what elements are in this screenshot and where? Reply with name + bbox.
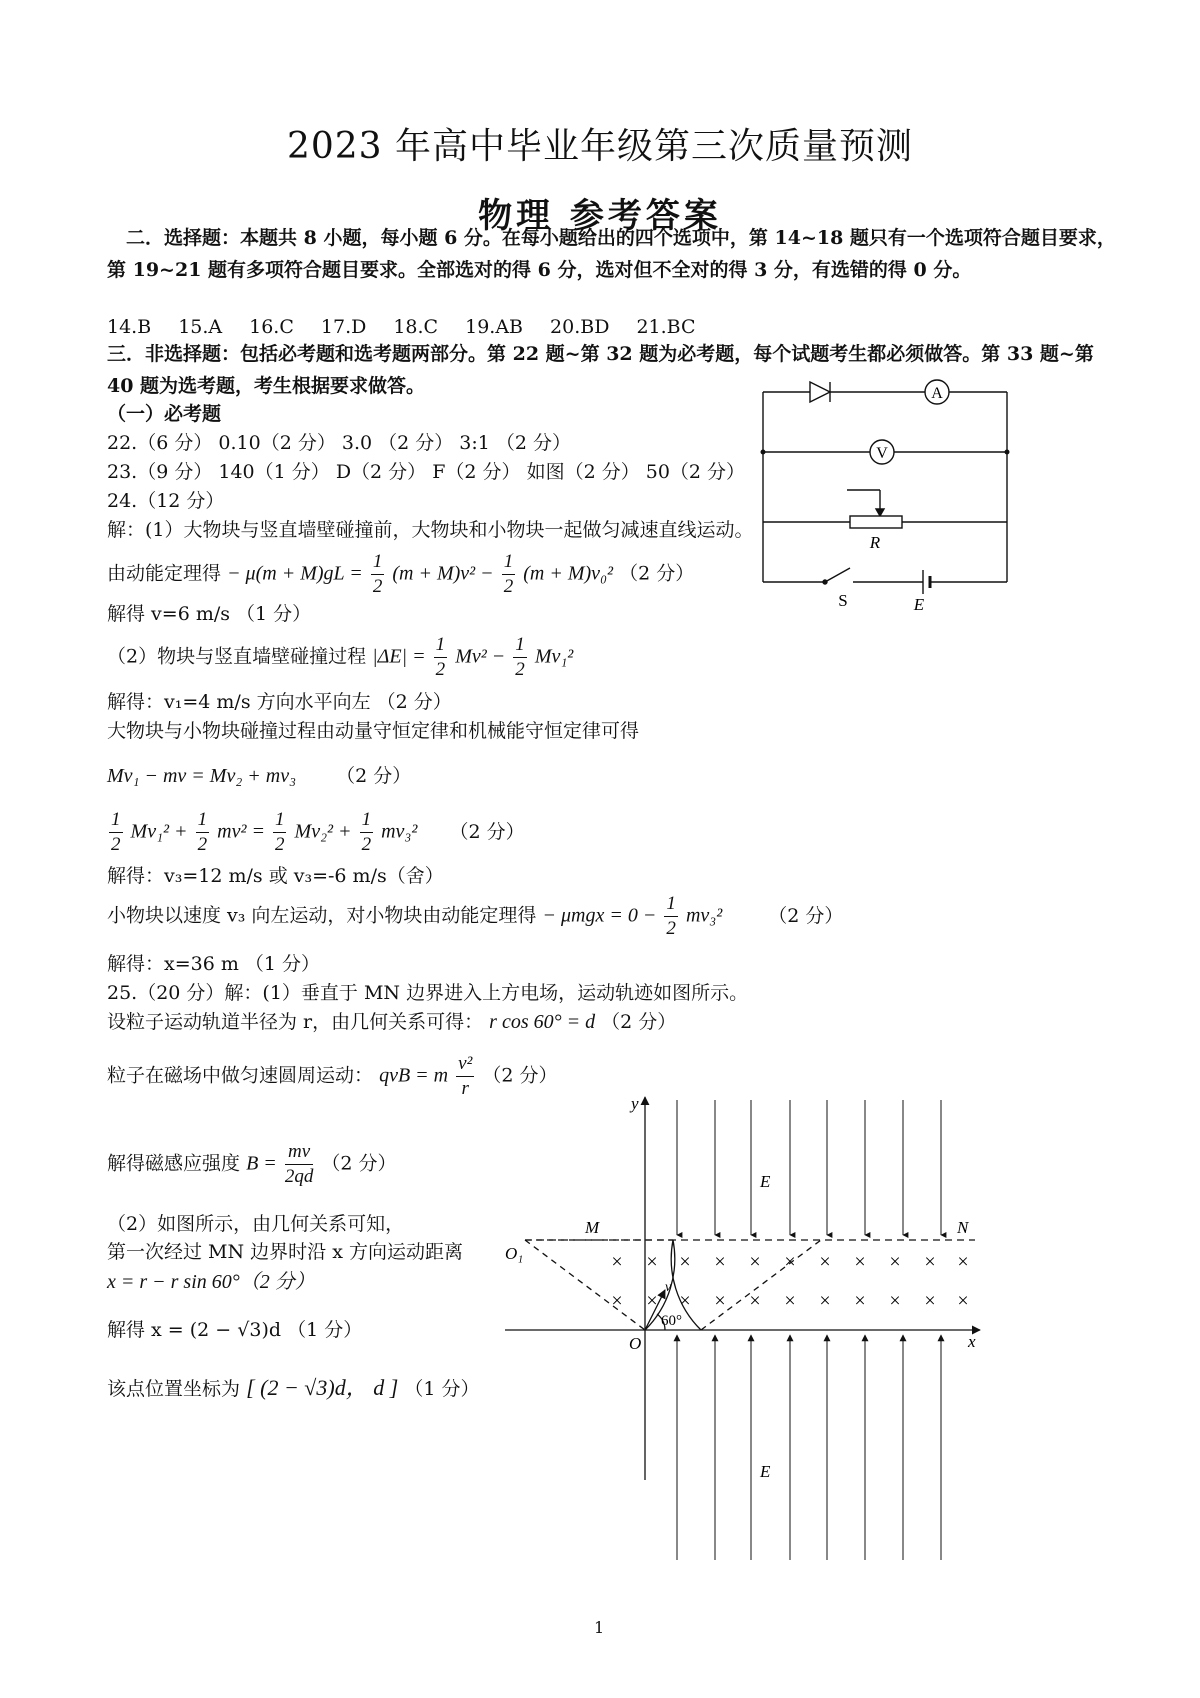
battery-label: E [913,595,925,614]
half-fraction: $\frac{1}{2}$ [372,551,383,597]
voltmeter-label: V [876,445,888,462]
half-fraction: $\frac{1}{2}$ [503,551,514,597]
boundary-n-label: N [957,1218,969,1237]
answer-item: 17.D [320,316,367,338]
q24-line4-eq: |ΔE| = [372,645,426,668]
page-title: 2023 年高中毕业年级第三次质量预测 [286,126,914,167]
switch-icon [825,568,850,582]
section2-intro: 二．选择题：本题共 8 小题，每小题 6 分。在每小题给出的四个选项中，第 14~18 题只有一个选项符合题目要求，第 19~21 题有多项符合题目要求。全部选对的得 6 分，选对但不全对的得 3 分，有选错的得 0 分。 [107,227,1116,281]
q25-line4-eq: B = [246,1152,277,1175]
y-axis-label: y [631,1094,639,1113]
magnetic-field-cross: × [784,1290,796,1312]
q25-line3 [107,1052,557,1101]
q24-line10-score: （2 分） [768,904,844,927]
q25-line4-score: （2 分） [321,1152,397,1175]
half-fraction: $\frac{1}{2}$ [361,809,372,855]
field-e-bottom-label: E [760,1462,771,1481]
half-fraction: $\frac{1}{2}$ [666,893,676,939]
q25-line7: x = r − r sin 60°（2 分） [107,1271,315,1293]
q25-line3-prefix: 粒子在磁场中做匀速圆周运动： [107,1064,374,1087]
magnetic-field-cross: × [714,1290,726,1312]
magnetic-field-cross: × [646,1290,658,1312]
answer-item: 16.C [249,316,294,338]
section3-intro: 三．非选择题：包括必考题和选考题两部分。第 22 题~第 32 题为必考题，每个试题考生都必须做答。第 33 题~第 40 题为选考题，考生根据要求做答。 [107,343,1094,397]
q25-line9 [107,1372,479,1405]
q24-eq-end: (m + M)v₀² [523,562,614,585]
answer-item: 14.B [107,316,152,338]
rheostat-icon [850,516,902,528]
velocity-label: v [665,1280,672,1295]
magnetic-field-cross: × [749,1251,761,1273]
magnetic-field-cross: × [854,1290,866,1312]
field-diagram [505,1085,995,1585]
answer-item: 15.A [178,316,223,338]
q24-line10-eq: − μmgx = 0 − [542,904,657,927]
magnetic-field-cross: × [679,1251,691,1273]
magnetic-field-cross: × [611,1251,623,1273]
q24-line9: 解得：v₃=12 m/s 或 v₃=-6 m/s（舍） [107,865,444,887]
x-axis-label: x [968,1332,976,1351]
q24-line6: 大物块与小物块碰撞过程由动量守恒定律和机械能守恒定律可得 [107,720,640,742]
q25-line2-prefix: 设粒子运动轨道半径为 r，由几何关系可得： [107,1011,484,1033]
magnetic-field-cross: × [819,1290,831,1312]
mv-over-2qd-fraction: $\frac{mv}{2qd}$ [284,1141,314,1187]
q25-line6: 第一次经过 MN 边界时沿 x 方向运动距离 [107,1241,463,1263]
magnetic-field-cross: × [714,1251,726,1273]
required-heading: （一）必考题 [107,403,222,425]
q24-line7 [107,760,411,792]
magnetic-field-cross: × [679,1290,691,1312]
radius-line [525,1240,645,1330]
ammeter-label: A [931,385,943,402]
page-subtitle: 物理 参考答案 [478,196,722,236]
q24-line10-prefix: 小物块以速度 v₃ 向左运动，对小物块由动能定理得 [107,904,537,927]
q25-line9-score: （1 分） [404,1378,480,1400]
magnetic-field-cross: × [889,1290,901,1312]
q23-answer: 23.（9 分） 140（1 分） D（2 分） F（2 分） 如图（2 分） 50（2 分） [107,461,746,483]
junction-dot [761,450,766,455]
energy-eq-a: Mv₁² + [130,820,188,843]
momentum-equation: Mv₁ − mv = Mv₂ + mv₃ [107,765,297,787]
slider-arrow-icon [876,509,884,516]
origin-label: O [629,1334,642,1353]
magnetic-field-cross: × [611,1290,623,1312]
magnetic-field-cross: × [924,1290,936,1312]
q24-line4-end: Mv₁² [534,645,574,668]
q25-line3-eq: qvB = m [379,1064,449,1087]
q24-line11: 解得：x=36 m （1 分） [107,953,321,975]
q24-eq-mid: (m + M)v² − [392,562,494,585]
magnetic-field-cross: × [854,1251,866,1273]
diode-icon [810,382,830,402]
magnetic-field-cross: × [924,1251,936,1273]
q25-line9-prefix: 该点位置坐标为 [107,1378,241,1400]
half-fraction: $\frac{1}{2}$ [515,634,525,680]
junction-dot [1005,450,1010,455]
q24-line8 [107,808,525,857]
q24-line2-score: （2 分） [619,562,695,585]
rheostat-label: R [869,533,881,552]
q22-answer: 22.（6 分） 0.10（2 分） 3.0 （2 分） 3:1 （2 分） [107,432,572,454]
magnetic-field-cross: × [957,1251,969,1273]
circuit-diagram [755,372,1025,617]
switch-label: S [838,591,848,610]
q25-line2-score: （2 分） [601,1011,677,1033]
q24-line10-end: mv₃² [685,904,723,927]
angle-label: 60° [661,1313,682,1329]
magnetic-field-cross: × [749,1290,761,1312]
half-fraction: $\frac{1}{2}$ [435,634,446,680]
magnetic-field-cross: × [646,1251,658,1273]
q24-line8-score: （2 分） [449,820,525,843]
q24-line1: 解：(1）大物块与竖直墙壁碰撞前，大物块和小物块一起做匀减速直线运动。 [107,519,754,541]
q25-line4 [107,1140,397,1189]
q25-line2 [107,1006,676,1038]
q24-line3: 解得 v=6 m/s （1 分） [107,603,312,625]
answer-items [107,316,723,338]
energy-eq-c: Mv₂² + [294,820,352,843]
q24-line2-prefix: 由动能定理得 [107,562,222,585]
boundary-m-label: M [585,1218,600,1237]
q24-line10 [107,892,843,941]
v2-over-r-fraction: $\frac{\text{v²}}{r}$ [458,1053,473,1099]
magnetic-field-cross: × [784,1251,796,1273]
q24-eq-lhs: − μ(m + M)gL = [227,562,363,585]
q25-line3-score: （2 分） [482,1064,558,1087]
q24-line5: 解得：v₁=4 m/s 方向水平向左 （2 分） [107,691,452,713]
switch-contact [823,580,827,584]
q25-line5: （2）如图所示，由几何关系可知， [107,1213,405,1235]
q24-line7-score: （2 分） [336,765,412,787]
answer-item: 21.BC [636,316,696,338]
energy-eq-d: mv₃² [381,820,418,843]
q25-line4-prefix: 解得磁感应强度 [107,1152,241,1175]
q24-heading: 24.（12 分） [107,490,225,512]
magnetic-field-cross: × [819,1251,831,1273]
q25-line9-eq: [ (2 − √3)d， d ] [246,1375,399,1400]
q25-line1: 25.（20 分）解：(1）垂直于 MN 边界进入上方电场，运动轨迹如图所示。 [107,982,749,1004]
answer-item: 18.C [393,316,439,338]
field-e-top-label: E [760,1172,771,1191]
q24-line4-prefix: （2）物块与竖直墙壁碰撞过程 [107,645,367,668]
answer-item: 20.BD [550,316,610,338]
answer-item: 19.AB [465,316,524,338]
q24-line4 [107,633,573,682]
center-o1-label: O₁ [505,1244,524,1263]
q25-line2-eq: r cos 60° = d [489,1011,596,1033]
page-number: 1 [594,1618,605,1637]
half-fraction: $\frac{1}{2}$ [111,809,121,855]
q24-line2 [107,550,694,599]
magnetic-field-cross: × [957,1290,969,1312]
q25-line8: 解得 x = (2 − √3)d （1 分） [107,1319,363,1341]
half-fraction: $\frac{1}{2}$ [197,809,208,855]
magnetic-field-cross: × [889,1251,901,1273]
q24-line4-mid: Mv² − [455,645,506,668]
energy-eq-b: mv² = [217,820,265,843]
half-fraction: $\frac{1}{2}$ [274,809,285,855]
